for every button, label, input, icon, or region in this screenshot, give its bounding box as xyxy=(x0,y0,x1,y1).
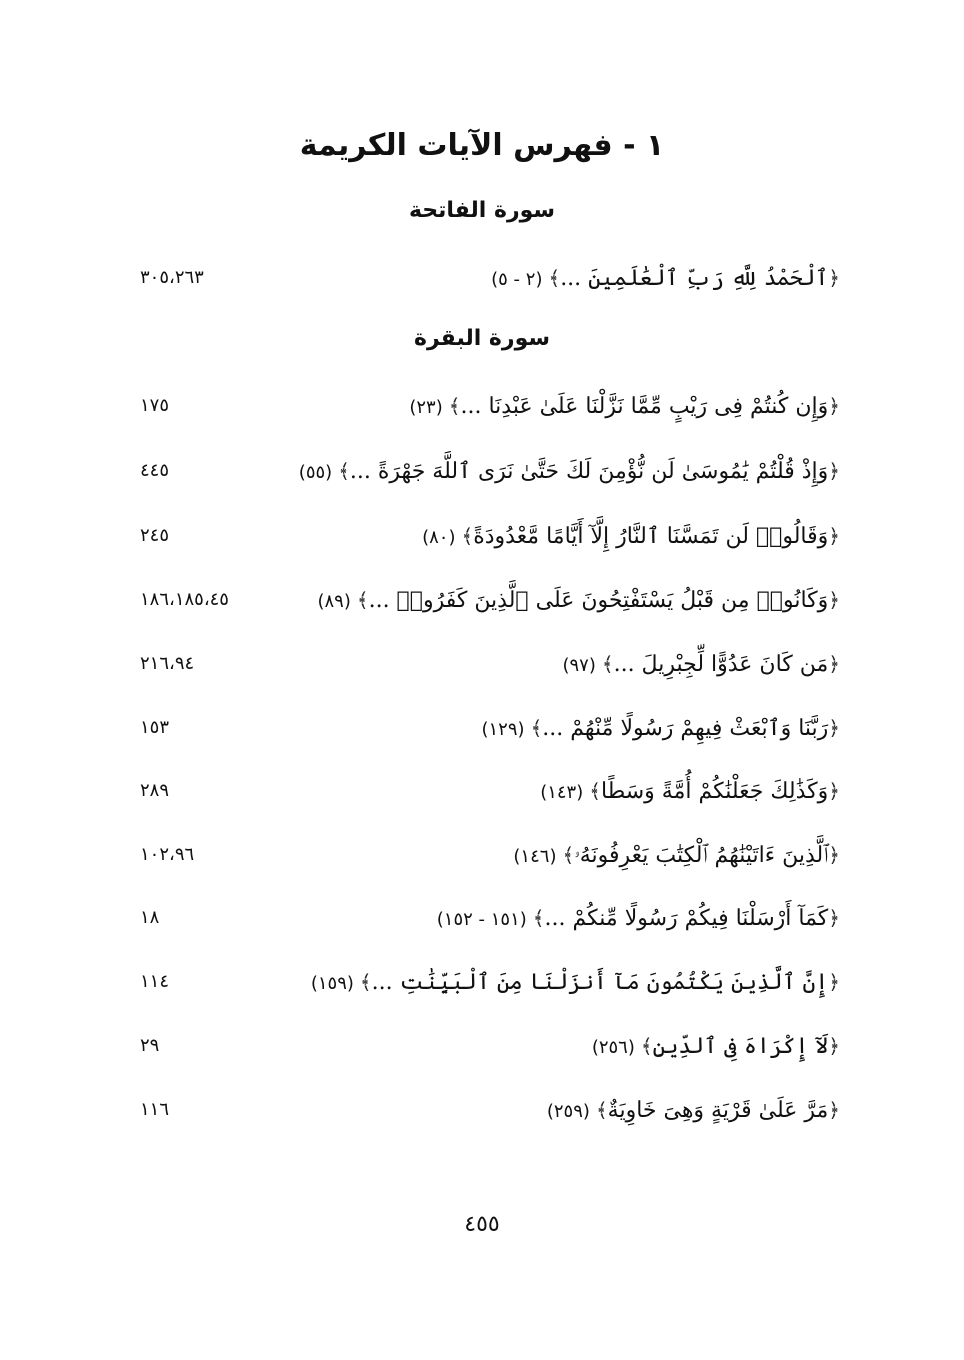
page-references: ١٨ xyxy=(140,907,160,928)
verse-text-line xyxy=(481,708,840,750)
verse-text: لَآ إِكْرَاهَ فِى ٱلدِّينِ xyxy=(652,1034,829,1059)
verse-text: مَرَّ عَلَىٰ قَرْيَةٍ وَهِىَ خَاوِيَةٌ xyxy=(607,1098,829,1123)
verse-reference: (٩٧) xyxy=(562,655,596,676)
page-references: ١٨٦،١٨٥،٤٥ xyxy=(140,589,229,610)
page-references: ١١٦ xyxy=(140,1099,170,1120)
close-ornament-icon: ﴾ xyxy=(530,716,543,740)
verse-entry xyxy=(140,835,840,875)
verse-reference: (٨٩) xyxy=(317,591,351,612)
open-ornament-icon: ﴿ xyxy=(828,266,840,290)
page-references: ١٧٥ xyxy=(140,395,170,416)
verse-text-line xyxy=(592,1026,840,1068)
verse-text: ٱلَّذِينَ ءَاتَيْنَٰهُمُ ٱلْكِتَٰبَ يَعْرِفُونَهُۥ xyxy=(574,843,829,868)
open-ornament-icon: ﴿ xyxy=(828,588,840,612)
verse-text-line xyxy=(562,644,840,686)
verse-reference: (٢ - ٥) xyxy=(491,269,543,290)
page-number: ٤٥٥ xyxy=(464,1212,500,1237)
close-ornament-icon: ﴾ xyxy=(448,394,461,418)
verse-entry xyxy=(140,516,840,556)
verse-reference: (١٥١ - ١٥٢) xyxy=(436,909,527,930)
verse-reference: (٨٠) xyxy=(422,527,456,548)
page-references: ٣٠٥،٢٦٣ xyxy=(140,267,204,288)
page-references: ٢٨٩ xyxy=(140,780,170,801)
verse-text: وَإِذْ قُلْتُمْ يَٰمُوسَىٰ لَن نُّؤْمِنَ لَكَ حَتَّىٰ نَرَى ٱللَّهَ جَهْرَةً ... xyxy=(349,459,829,484)
open-ornament-icon: ﴿ xyxy=(828,1098,840,1122)
verse-entry xyxy=(140,962,840,1002)
verse-entry xyxy=(140,451,840,491)
verse-text-line xyxy=(311,962,840,1004)
verse-text: كَمَآ أَرْسَلْنَا فِيكُمْ رَسُولًا مِّنكُمْ ... xyxy=(544,906,829,931)
close-ornament-icon: ﴾ xyxy=(338,459,350,483)
open-ornament-icon: ﴿ xyxy=(828,459,840,483)
close-ornament-icon: ﴾ xyxy=(640,1034,653,1058)
verse-text: وَكَانُوا۟ مِن قَبْلُ يَسْتَفْتِحُونَ عَلَى ٱلَّذِينَ كَفَرُوا۟ ... xyxy=(368,588,829,613)
verse-entry xyxy=(140,258,840,298)
page-references: ١١٤ xyxy=(140,971,170,992)
verse-text-line xyxy=(409,386,840,428)
verse-text: ٱلْحَمْدُ لِلَّهِ رَبِّ ٱلْعَٰلَمِينَ ... xyxy=(560,266,829,291)
open-ornament-icon: ﴿ xyxy=(828,970,840,994)
page-references: ٢٩ xyxy=(140,1035,160,1056)
close-ornament-icon: ﴾ xyxy=(562,843,575,867)
verse-text-line xyxy=(540,771,840,813)
verse-entry xyxy=(140,644,840,684)
verse-text: وَكَذَٰلِكَ جَعَلْنَٰكُمْ أُمَّةً وَسَطًا xyxy=(600,779,829,804)
verse-entry xyxy=(140,1026,840,1066)
verse-reference: (١٢٩) xyxy=(481,719,525,740)
page-references: ٢٤٥ xyxy=(140,525,170,546)
verse-text: إِنَّ ٱلَّذِينَ يَكْتُمُونَ مَآ أَنزَلْنَا مِنَ ٱلْبَيِّنَٰتِ ... xyxy=(371,970,829,995)
verse-entry xyxy=(140,386,840,426)
open-ornament-icon: ﴿ xyxy=(828,906,840,930)
close-ornament-icon: ﴾ xyxy=(601,652,614,676)
open-ornament-icon: ﴿ xyxy=(828,716,840,740)
verse-text-line xyxy=(513,835,840,877)
surah-heading-fatiha: سورة الفاتحة xyxy=(408,198,556,223)
verse-text-line xyxy=(422,516,840,558)
verse-reference: (٥٥) xyxy=(298,462,333,483)
close-ornament-icon: ﴾ xyxy=(461,524,474,548)
page-references: ١٥٣ xyxy=(140,717,170,738)
close-ornament-icon: ﴾ xyxy=(589,779,601,803)
verse-reference: (١٥٩) xyxy=(310,973,354,994)
close-ornament-icon: ﴾ xyxy=(548,266,561,290)
verse-entry xyxy=(140,1090,840,1130)
verse-text-line xyxy=(437,898,840,940)
open-ornament-icon: ﴿ xyxy=(828,779,840,803)
open-ornament-icon: ﴿ xyxy=(828,843,840,867)
verse-text-line xyxy=(299,451,840,493)
verse-reference: (٢٥٩) xyxy=(546,1101,590,1122)
surah-heading-baqarah: سورة البقرة xyxy=(413,326,551,351)
open-ornament-icon: ﴿ xyxy=(828,652,840,676)
verse-text-line xyxy=(317,580,840,622)
verse-reference: (٢٥٦) xyxy=(591,1037,635,1058)
verse-entry xyxy=(140,898,840,938)
page-references: ٢١٦،٩٤ xyxy=(140,653,195,674)
verse-reference: (١٤٦) xyxy=(513,846,557,867)
close-ornament-icon: ﴾ xyxy=(359,970,372,994)
verse-entry xyxy=(140,771,840,811)
open-ornament-icon: ﴿ xyxy=(828,394,840,418)
verse-text: رَبَّنَا وَٱبْعَثْ فِيهِمْ رَسُولًا مِّنْهُمْ ... xyxy=(542,716,829,741)
verse-text: وَإِن كُنتُمْ فِى رَيْبٍ مِّمَّا نَزَّلْنَا عَلَىٰ عَبْدِنَا ... xyxy=(460,394,829,419)
close-ornament-icon: ﴾ xyxy=(595,1098,608,1122)
verse-reference: (١٤٣) xyxy=(540,782,584,803)
verse-entry xyxy=(140,580,840,620)
close-ornament-icon: ﴾ xyxy=(532,906,545,930)
page-references: ١٠٢،٩٦ xyxy=(140,844,195,865)
verse-text-line xyxy=(491,258,840,300)
close-ornament-icon: ﴾ xyxy=(356,588,369,612)
verse-text: وَقَالُوا۟ لَن تَمَسَّنَا ٱلنَّارُ إِلَّآ أَيَّامًا مَّعْدُودَةً xyxy=(473,524,829,549)
page-title: ١ - فهرس الآيات الكريمة xyxy=(299,128,665,163)
open-ornament-icon: ﴿ xyxy=(828,1034,840,1058)
open-ornament-icon: ﴿ xyxy=(828,524,840,548)
page-references: ٤٤٥ xyxy=(140,460,170,481)
verse-text-line xyxy=(547,1090,840,1132)
verse-reference: (٢٣) xyxy=(409,397,443,418)
verse-entry xyxy=(140,708,840,748)
verse-text: مَن كَانَ عَدُوًّا لِّجِبْرِيلَ ... xyxy=(613,652,829,677)
